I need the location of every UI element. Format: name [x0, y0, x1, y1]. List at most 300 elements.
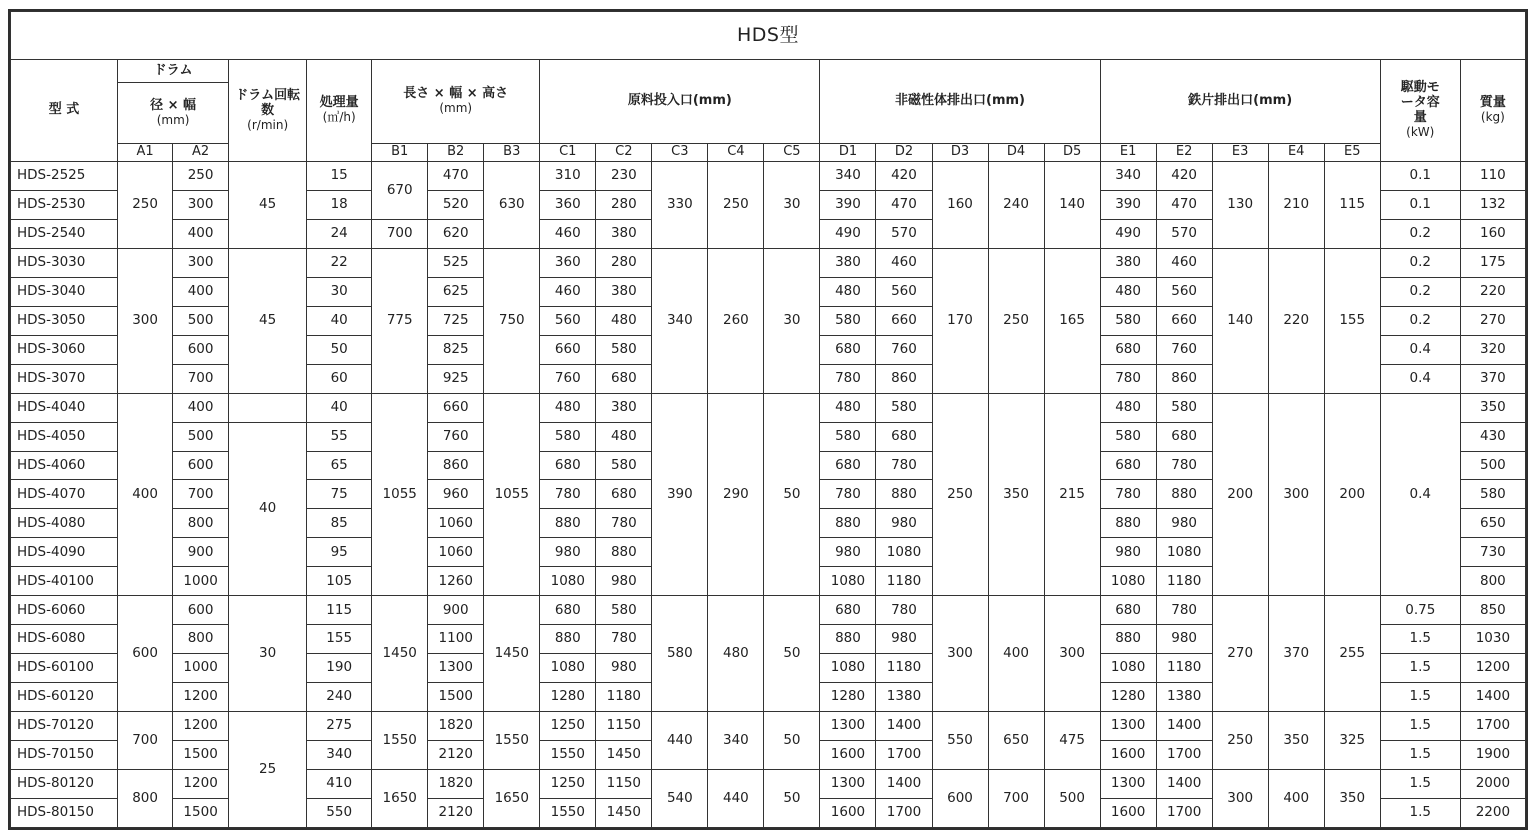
e2-cell: 570 — [1156, 219, 1212, 248]
capacity-cell: 40 — [307, 393, 372, 422]
model-cell: HDS-6080 — [11, 625, 118, 654]
mass-cell: 730 — [1460, 538, 1525, 567]
column-code-d1: D1 — [820, 144, 876, 162]
d4-cell: 400 — [988, 596, 1044, 712]
c2-cell: 480 — [596, 306, 652, 335]
header-motor — [1380, 60, 1460, 162]
e2-cell: 980 — [1156, 625, 1212, 654]
capacity-cell: 65 — [307, 451, 372, 480]
c1-cell: 1550 — [540, 798, 596, 827]
d2-cell: 980 — [876, 509, 932, 538]
column-code-e2: E2 — [1156, 144, 1212, 162]
c2-cell: 1150 — [596, 770, 652, 799]
b2-cell: 1500 — [428, 683, 484, 712]
b1-cell: 1055 — [372, 393, 428, 596]
model-cell: HDS-3060 — [11, 335, 118, 364]
motor-kw-cell: 0.4 — [1380, 335, 1460, 364]
column-code-b2: B2 — [428, 144, 484, 162]
e2-cell: 1400 — [1156, 712, 1212, 741]
capacity-cell: 340 — [307, 741, 372, 770]
capacity-cell: 30 — [307, 277, 372, 306]
c2-cell: 680 — [596, 480, 652, 509]
b2-cell: 520 — [428, 190, 484, 219]
d1-cell: 580 — [820, 422, 876, 451]
model-cell: HDS-3030 — [11, 248, 118, 277]
b2-cell: 925 — [428, 364, 484, 393]
column-code-b3: B3 — [484, 144, 540, 162]
mass-cell: 1900 — [1460, 741, 1525, 770]
e5-cell: 255 — [1324, 596, 1380, 712]
mass-cell: 650 — [1460, 509, 1525, 538]
motor-kw-cell: 0.2 — [1380, 248, 1460, 277]
c2-cell: 1450 — [596, 741, 652, 770]
a2-cell: 500 — [173, 306, 229, 335]
d1-cell: 780 — [820, 480, 876, 509]
model-cell: HDS-6060 — [11, 596, 118, 625]
a2-cell: 400 — [173, 219, 229, 248]
drum-rpm-cell: 30 — [229, 596, 307, 712]
e2-cell: 580 — [1156, 393, 1212, 422]
motor-kw-cell: 0.1 — [1380, 162, 1460, 191]
d2-cell: 780 — [876, 451, 932, 480]
d2-cell: 1180 — [876, 654, 932, 683]
d2-cell: 1700 — [876, 798, 932, 827]
column-code-c1: C1 — [540, 144, 596, 162]
d2-cell: 560 — [876, 277, 932, 306]
column-code-c4: C4 — [708, 144, 764, 162]
c1-cell: 1280 — [540, 683, 596, 712]
e1-cell: 490 — [1100, 219, 1156, 248]
b2-cell: 1100 — [428, 625, 484, 654]
model-cell: HDS-4040 — [11, 393, 118, 422]
b3-cell: 1650 — [484, 770, 540, 828]
c1-cell: 460 — [540, 219, 596, 248]
column-code-e5: E5 — [1324, 144, 1380, 162]
e3-cell: 300 — [1212, 770, 1268, 828]
b2-cell: 525 — [428, 248, 484, 277]
c1-cell: 660 — [540, 335, 596, 364]
header-mass-unit: (kg) — [1480, 110, 1505, 125]
motor-kw-cell: 0.4 — [1380, 393, 1460, 596]
header-drum-rpm-unit: (r/min) — [247, 117, 289, 132]
motor-kw-cell: 1.5 — [1380, 741, 1460, 770]
d2-cell: 1080 — [876, 538, 932, 567]
model-cell: HDS-2525 — [11, 162, 118, 191]
b2-cell: 960 — [428, 480, 484, 509]
c1-cell: 1080 — [540, 567, 596, 596]
a2-cell: 300 — [173, 248, 229, 277]
c1-cell: 1250 — [540, 770, 596, 799]
table-row — [11, 393, 1526, 422]
e2-cell: 1180 — [1156, 567, 1212, 596]
b3-cell: 1550 — [484, 712, 540, 770]
e4-cell: 300 — [1268, 393, 1324, 596]
drum-rpm-cell — [229, 393, 307, 422]
column-code-c3: C3 — [652, 144, 708, 162]
d5-cell: 300 — [1044, 596, 1100, 712]
e4-cell: 370 — [1268, 596, 1324, 712]
column-code-c5: C5 — [764, 144, 820, 162]
d2-cell: 460 — [876, 248, 932, 277]
c3-cell: 440 — [652, 712, 708, 770]
d2-cell: 1400 — [876, 712, 932, 741]
d2-cell: 1380 — [876, 683, 932, 712]
header-dims — [372, 60, 540, 144]
c3-cell: 340 — [652, 248, 708, 393]
header-drum-size-unit: (mm) — [156, 112, 190, 127]
model-cell: HDS-4070 — [11, 480, 118, 509]
a2-cell: 600 — [173, 335, 229, 364]
e5-cell: 155 — [1324, 248, 1380, 393]
d2-cell: 760 — [876, 335, 932, 364]
b2-cell: 725 — [428, 306, 484, 335]
c2-cell: 780 — [596, 625, 652, 654]
c4-cell: 340 — [708, 712, 764, 770]
d2-cell: 1180 — [876, 567, 932, 596]
header-capacity-unit: (㎥/h) — [322, 110, 356, 125]
e5-cell: 325 — [1324, 712, 1380, 770]
e1-cell: 680 — [1100, 596, 1156, 625]
table-body — [11, 162, 1526, 828]
c2-cell: 380 — [596, 219, 652, 248]
c1-cell: 580 — [540, 422, 596, 451]
c1-cell: 680 — [540, 596, 596, 625]
c2-cell: 680 — [596, 364, 652, 393]
mass-cell: 1700 — [1460, 712, 1525, 741]
e1-cell: 1080 — [1100, 654, 1156, 683]
capacity-cell: 95 — [307, 538, 372, 567]
column-code-e1: E1 — [1100, 144, 1156, 162]
header-iron: 鉄片排出口(mm) — [1100, 60, 1380, 144]
motor-kw-cell: 1.5 — [1380, 625, 1460, 654]
model-cell: HDS-4090 — [11, 538, 118, 567]
mass-cell: 160 — [1460, 219, 1525, 248]
c1-cell: 560 — [540, 306, 596, 335]
e2-cell: 1700 — [1156, 798, 1212, 827]
d5-cell: 475 — [1044, 712, 1100, 770]
e1-cell: 580 — [1100, 422, 1156, 451]
e1-cell: 680 — [1100, 451, 1156, 480]
d2-cell: 880 — [876, 480, 932, 509]
d1-cell: 380 — [820, 248, 876, 277]
column-code-e3: E3 — [1212, 144, 1268, 162]
c1-cell: 880 — [540, 509, 596, 538]
b2-cell: 625 — [428, 277, 484, 306]
e1-cell: 1280 — [1100, 683, 1156, 712]
c2-cell: 580 — [596, 335, 652, 364]
c2-cell: 880 — [596, 538, 652, 567]
model-cell: HDS-2530 — [11, 190, 118, 219]
c1-cell: 460 — [540, 277, 596, 306]
drum-rpm-cell: 40 — [229, 422, 307, 596]
capacity-cell: 50 — [307, 335, 372, 364]
c2-cell: 980 — [596, 654, 652, 683]
d3-cell: 550 — [932, 712, 988, 770]
header-nonmag: 非磁性体排出口(mm) — [820, 60, 1100, 144]
d2-cell: 680 — [876, 422, 932, 451]
d1-cell: 480 — [820, 393, 876, 422]
c2-cell: 580 — [596, 451, 652, 480]
d2-cell: 570 — [876, 219, 932, 248]
a2-cell: 1200 — [173, 712, 229, 741]
d2-cell: 1700 — [876, 741, 932, 770]
c3-cell: 390 — [652, 393, 708, 596]
d4-cell: 240 — [988, 162, 1044, 249]
e2-cell: 780 — [1156, 596, 1212, 625]
capacity-cell: 40 — [307, 306, 372, 335]
c2-cell: 580 — [596, 596, 652, 625]
header-motor-unit: (kW) — [1406, 125, 1435, 139]
d1-cell: 880 — [820, 625, 876, 654]
model-cell: HDS-80120 — [11, 770, 118, 799]
model-cell: HDS-4080 — [11, 509, 118, 538]
c5-cell: 50 — [764, 596, 820, 712]
capacity-cell: 240 — [307, 683, 372, 712]
e1-cell: 1300 — [1100, 712, 1156, 741]
model-cell: HDS-60120 — [11, 683, 118, 712]
b2-cell: 1820 — [428, 770, 484, 799]
d5-cell: 165 — [1044, 248, 1100, 393]
mass-cell: 320 — [1460, 335, 1525, 364]
header-drum: ドラム — [118, 60, 229, 83]
column-code-d3: D3 — [932, 144, 988, 162]
b1-cell: 1550 — [372, 712, 428, 770]
header-model: 型 式 — [11, 60, 118, 162]
d1-cell: 340 — [820, 162, 876, 191]
b2-cell: 1060 — [428, 509, 484, 538]
c1-cell: 980 — [540, 538, 596, 567]
a2-cell: 1000 — [173, 654, 229, 683]
c5-cell: 50 — [764, 393, 820, 596]
column-code-a2: A2 — [173, 144, 229, 162]
table-title: HDS型 — [11, 12, 1526, 60]
d5-cell: 215 — [1044, 393, 1100, 596]
header-dims-label: 長さ × 幅 × 高さ — [403, 86, 509, 102]
e3-cell: 130 — [1212, 162, 1268, 249]
b1-cell: 775 — [372, 248, 428, 393]
model-cell: HDS-60100 — [11, 654, 118, 683]
d5-cell: 140 — [1044, 162, 1100, 249]
spec-table — [10, 11, 1526, 828]
header-drum-rpm-label: ドラム回転数 — [235, 87, 301, 118]
d1-cell: 1600 — [820, 798, 876, 827]
mass-cell: 1200 — [1460, 654, 1525, 683]
d4-cell: 250 — [988, 248, 1044, 393]
mass-cell: 500 — [1460, 451, 1525, 480]
mass-cell: 580 — [1460, 480, 1525, 509]
a1-cell: 400 — [118, 393, 173, 596]
e1-cell: 780 — [1100, 364, 1156, 393]
capacity-cell: 155 — [307, 625, 372, 654]
a2-cell: 1500 — [173, 741, 229, 770]
e4-cell: 220 — [1268, 248, 1324, 393]
b1-cell: 1650 — [372, 770, 428, 828]
a2-cell: 800 — [173, 509, 229, 538]
mass-cell: 370 — [1460, 364, 1525, 393]
c5-cell: 30 — [764, 162, 820, 249]
a2-cell: 400 — [173, 393, 229, 422]
capacity-cell: 18 — [307, 190, 372, 219]
e1-cell: 480 — [1100, 393, 1156, 422]
d4-cell: 350 — [988, 393, 1044, 596]
a2-cell: 600 — [173, 596, 229, 625]
a2-cell: 1200 — [173, 683, 229, 712]
d1-cell: 1600 — [820, 741, 876, 770]
d1-cell: 490 — [820, 219, 876, 248]
d1-cell: 480 — [820, 277, 876, 306]
d1-cell: 880 — [820, 509, 876, 538]
column-code-a1: A1 — [118, 144, 173, 162]
mass-cell: 132 — [1460, 190, 1525, 219]
c5-cell: 50 — [764, 770, 820, 828]
motor-kw-cell: 1.5 — [1380, 770, 1460, 799]
c1-cell: 1250 — [540, 712, 596, 741]
c3-cell: 540 — [652, 770, 708, 828]
e2-cell: 980 — [1156, 509, 1212, 538]
b1-cell: 1450 — [372, 596, 428, 712]
motor-kw-cell: 1.5 — [1380, 798, 1460, 827]
header-drum-size-label: 径 × 幅 — [150, 97, 197, 113]
e2-cell: 1380 — [1156, 683, 1212, 712]
e2-cell: 1700 — [1156, 741, 1212, 770]
c2-cell: 230 — [596, 162, 652, 191]
c1-cell: 780 — [540, 480, 596, 509]
capacity-cell: 550 — [307, 798, 372, 827]
e2-cell: 660 — [1156, 306, 1212, 335]
b3-cell: 630 — [484, 162, 540, 249]
d2-cell: 780 — [876, 596, 932, 625]
e2-cell: 760 — [1156, 335, 1212, 364]
mass-cell: 2000 — [1460, 770, 1525, 799]
mass-cell: 850 — [1460, 596, 1525, 625]
capacity-cell: 410 — [307, 770, 372, 799]
d2-cell: 1400 — [876, 770, 932, 799]
model-cell: HDS-3040 — [11, 277, 118, 306]
header-capacity — [307, 60, 372, 162]
c4-cell: 260 — [708, 248, 764, 393]
mass-cell: 430 — [1460, 422, 1525, 451]
e2-cell: 880 — [1156, 480, 1212, 509]
d1-cell: 680 — [820, 335, 876, 364]
motor-kw-cell: 1.5 — [1380, 683, 1460, 712]
e5-cell: 115 — [1324, 162, 1380, 249]
drum-rpm-cell: 45 — [229, 248, 307, 393]
d1-cell: 1300 — [820, 770, 876, 799]
motor-kw-cell: 1.5 — [1380, 654, 1460, 683]
c4-cell: 290 — [708, 393, 764, 596]
mass-cell: 175 — [1460, 248, 1525, 277]
mass-cell: 1030 — [1460, 625, 1525, 654]
model-cell: HDS-3070 — [11, 364, 118, 393]
column-code-e4: E4 — [1268, 144, 1324, 162]
capacity-cell: 275 — [307, 712, 372, 741]
a1-cell: 800 — [118, 770, 173, 828]
e3-cell: 140 — [1212, 248, 1268, 393]
column-code-d5: D5 — [1044, 144, 1100, 162]
mass-cell: 350 — [1460, 393, 1525, 422]
a2-cell: 700 — [173, 480, 229, 509]
d1-cell: 1080 — [820, 654, 876, 683]
spec-table-frame — [8, 9, 1528, 830]
d3-cell: 300 — [932, 596, 988, 712]
d2-cell: 860 — [876, 364, 932, 393]
d1-cell: 580 — [820, 306, 876, 335]
c4-cell: 440 — [708, 770, 764, 828]
d1-cell: 980 — [820, 538, 876, 567]
b2-cell: 1260 — [428, 567, 484, 596]
e1-cell: 1300 — [1100, 770, 1156, 799]
e1-cell: 580 — [1100, 306, 1156, 335]
capacity-cell: 60 — [307, 364, 372, 393]
drum-rpm-cell: 25 — [229, 712, 307, 828]
header-capacity-label: 処理量 — [319, 95, 359, 111]
e4-cell: 350 — [1268, 712, 1324, 770]
e2-cell: 1080 — [1156, 538, 1212, 567]
e1-cell: 1600 — [1100, 798, 1156, 827]
table-header — [11, 12, 1526, 162]
c4-cell: 250 — [708, 162, 764, 249]
b2-cell: 760 — [428, 422, 484, 451]
capacity-cell: 24 — [307, 219, 372, 248]
a2-cell: 300 — [173, 190, 229, 219]
model-cell: HDS-2540 — [11, 219, 118, 248]
c2-cell: 280 — [596, 190, 652, 219]
c1-cell: 1080 — [540, 654, 596, 683]
e2-cell: 560 — [1156, 277, 1212, 306]
e2-cell: 470 — [1156, 190, 1212, 219]
header-feed: 原料投入口(mm) — [540, 60, 820, 144]
e2-cell: 1180 — [1156, 654, 1212, 683]
c2-cell: 1180 — [596, 683, 652, 712]
mass-cell: 800 — [1460, 567, 1525, 596]
column-code-d4: D4 — [988, 144, 1044, 162]
e1-cell: 980 — [1100, 538, 1156, 567]
model-cell: HDS-4050 — [11, 422, 118, 451]
b2-cell: 470 — [428, 162, 484, 191]
c2-cell: 380 — [596, 277, 652, 306]
a2-cell: 800 — [173, 625, 229, 654]
a2-cell: 500 — [173, 422, 229, 451]
e1-cell: 340 — [1100, 162, 1156, 191]
model-cell: HDS-40100 — [11, 567, 118, 596]
column-code-b1: B1 — [372, 144, 428, 162]
c2-cell: 480 — [596, 422, 652, 451]
c1-cell: 880 — [540, 625, 596, 654]
motor-kw-cell: 0.4 — [1380, 364, 1460, 393]
b2-cell: 1060 — [428, 538, 484, 567]
b2-cell: 620 — [428, 219, 484, 248]
b2-cell: 2120 — [428, 741, 484, 770]
a1-cell: 600 — [118, 596, 173, 712]
capacity-cell: 115 — [307, 596, 372, 625]
e1-cell: 380 — [1100, 248, 1156, 277]
header-mass-label: 質量 — [1479, 95, 1506, 111]
c2-cell: 1150 — [596, 712, 652, 741]
a2-cell: 250 — [173, 162, 229, 191]
c5-cell: 50 — [764, 712, 820, 770]
d1-cell: 1280 — [820, 683, 876, 712]
capacity-cell: 75 — [307, 480, 372, 509]
e1-cell: 390 — [1100, 190, 1156, 219]
b2-cell: 860 — [428, 451, 484, 480]
c1-cell: 1550 — [540, 741, 596, 770]
d4-cell: 650 — [988, 712, 1044, 770]
e3-cell: 250 — [1212, 712, 1268, 770]
drum-rpm-cell: 45 — [229, 162, 307, 249]
d1-cell: 1300 — [820, 712, 876, 741]
a2-cell: 1000 — [173, 567, 229, 596]
a2-cell: 400 — [173, 277, 229, 306]
